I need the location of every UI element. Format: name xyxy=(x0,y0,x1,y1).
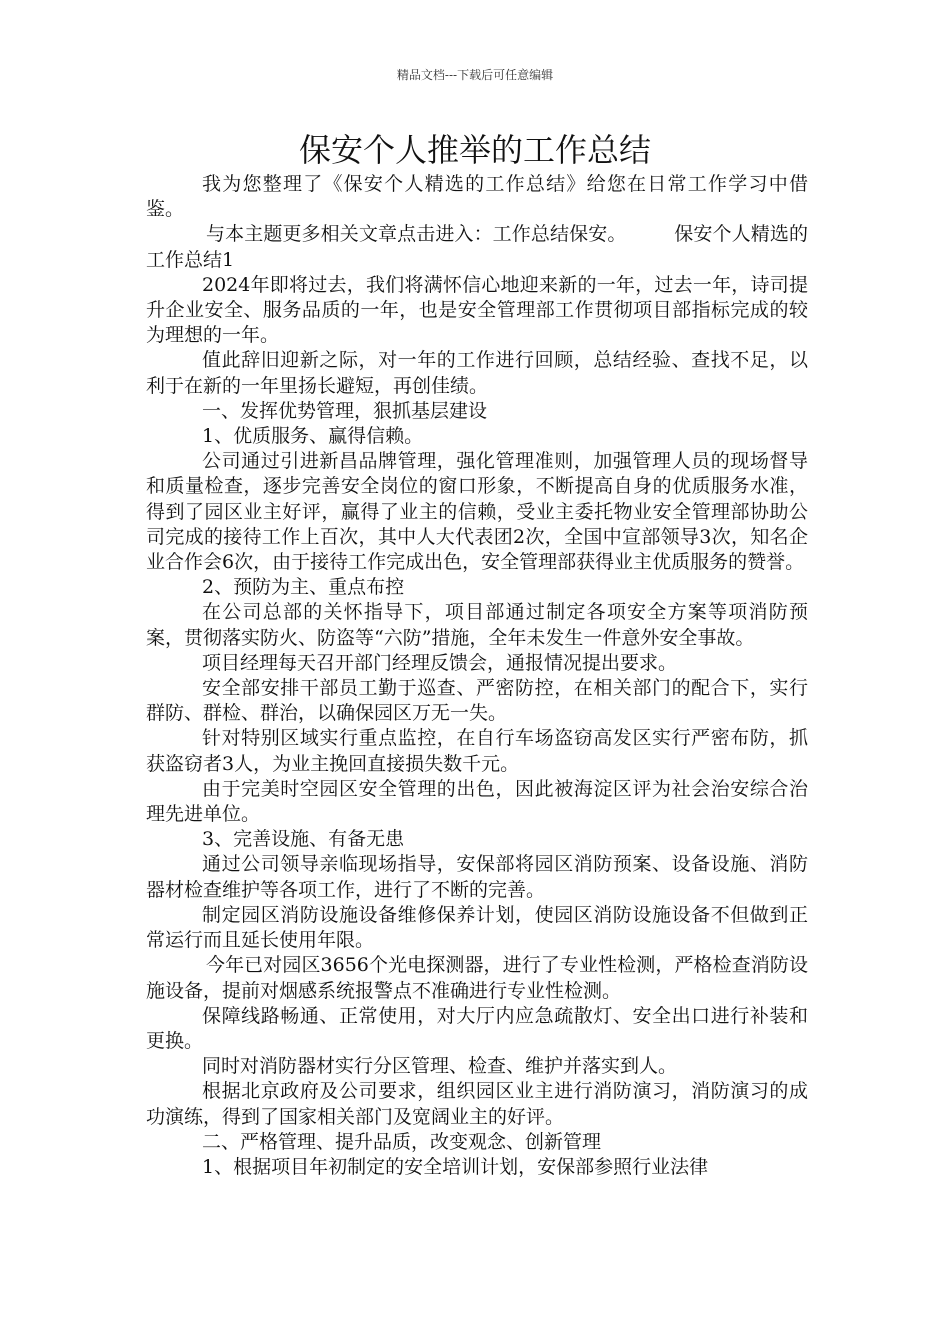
paragraph: 在公司总部的关怀指导下，项目部通过制定各项安全方案等项消防预案，贯彻落实防火、防盗等“六防”措施，全年未发生一件意外安全事故。 xyxy=(146,601,808,649)
paragraph: 1、根据项目年初制定的安全培训计划，安保部参照行业法律 xyxy=(202,1155,709,1178)
paragraph: 通过公司领导亲临现场指导，安保部将园区消防预案、设备设施、消防器材检查维护等各项工作，进行了不断的完善。 xyxy=(146,853,808,901)
subsection-heading: 2、预防为主、重点布控 xyxy=(202,576,405,599)
subsection-heading: 3、完善设施、有备无患 xyxy=(202,828,405,851)
paragraph: 保障线路畅通、正常使用，对大厅内应急疏散灯、安全出口进行补装和更换。 xyxy=(146,1004,808,1052)
paragraph: 制定园区消防设施设备维修保养计划，使园区消防设施设备不但做到正常运行而且延长使用年限。 xyxy=(146,903,808,952)
paragraph: 安全部安排干部员工勤于巡查、严密防控，在相关部门的配合下，实行群防、群检、群治，以确保园区万无一失。 xyxy=(146,677,808,725)
paragraph: 2024年即将过去，我们将满怀信心地迎来新的一年，过去一年，诗司提升企业安全、服务品质的一年，也是安全管理部工作贯彻项目部指标完成的较为理想的一年。 xyxy=(146,273,808,347)
paragraph: 同时对消防器材实行分区管理、检查、维护并落实到人。 xyxy=(202,1055,678,1078)
section-heading: 一、发挥优势管理，狠抓基层建设 xyxy=(202,399,488,422)
paragraph: 值此辞旧迎新之际，对一年的工作进行回顾，总结经验、查找不足，以利于在新的一年里扬长避短，再创佳绩。 xyxy=(146,349,808,397)
paragraph: 我为您整理了《保安个人精选的工作总结》给您在日常工作学习中借鉴。 xyxy=(146,173,808,221)
paragraph: 由于完美时空园区安全管理的出色，因此被海淀区评为社会治安综合治理先进单位。 xyxy=(146,777,808,826)
paragraph: 根据北京政府及公司要求，组织园区业主进行消防演习，消防演习的成功演练，得到了国家相关部门及宽阔业主的好评。 xyxy=(146,1080,808,1128)
subsection-heading: 1、优质服务、赢得信赖。 xyxy=(202,425,424,448)
document-body xyxy=(146,172,808,1180)
document-title: 保安个人推举的工作总结 xyxy=(298,131,651,169)
section-heading: 二、严格管理、提升品质，改变观念、创新管理 xyxy=(202,1130,602,1153)
header-note: 精品文档---下载后可任意编辑 xyxy=(396,68,554,82)
paragraph: 公司通过引进新昌品牌管理，强化管理准则，加强管理人员的现场督导和质量检查，逐步完善安全岗位的窗口形象，不断提高自身的优质服务水准，得到了园区业主好评，赢得了业主的信赖，受业主委托物业安全管理部协助公司完成的接待工作上百次，其中人大代表团2次，全国中宣部领导3次，知名企业合作会6次，由于接待工作完成出色，安全管理部获得业主优质服务的赞誉。 xyxy=(146,450,808,574)
paragraph: 针对特别区域实行重点监控，在自行车场盗窃高发区实行严密布防，抓获盗窃者3人，为业主挽回直接损失数千元。 xyxy=(146,727,808,775)
paragraph: 项目经理每天召开部门经理反馈会，通报情况提出要求。 xyxy=(202,651,678,674)
paragraph: 今年已对园区3656个光电探测器，进行了专业性检测，严格检查消防设施设备，提前对烟感系统报警点不准确进行专业性检测。 xyxy=(146,954,808,1002)
paragraph: 与本主题更多相关文章点击进入：工作总结保安。 保安个人精选的工作总结1 xyxy=(146,223,808,271)
